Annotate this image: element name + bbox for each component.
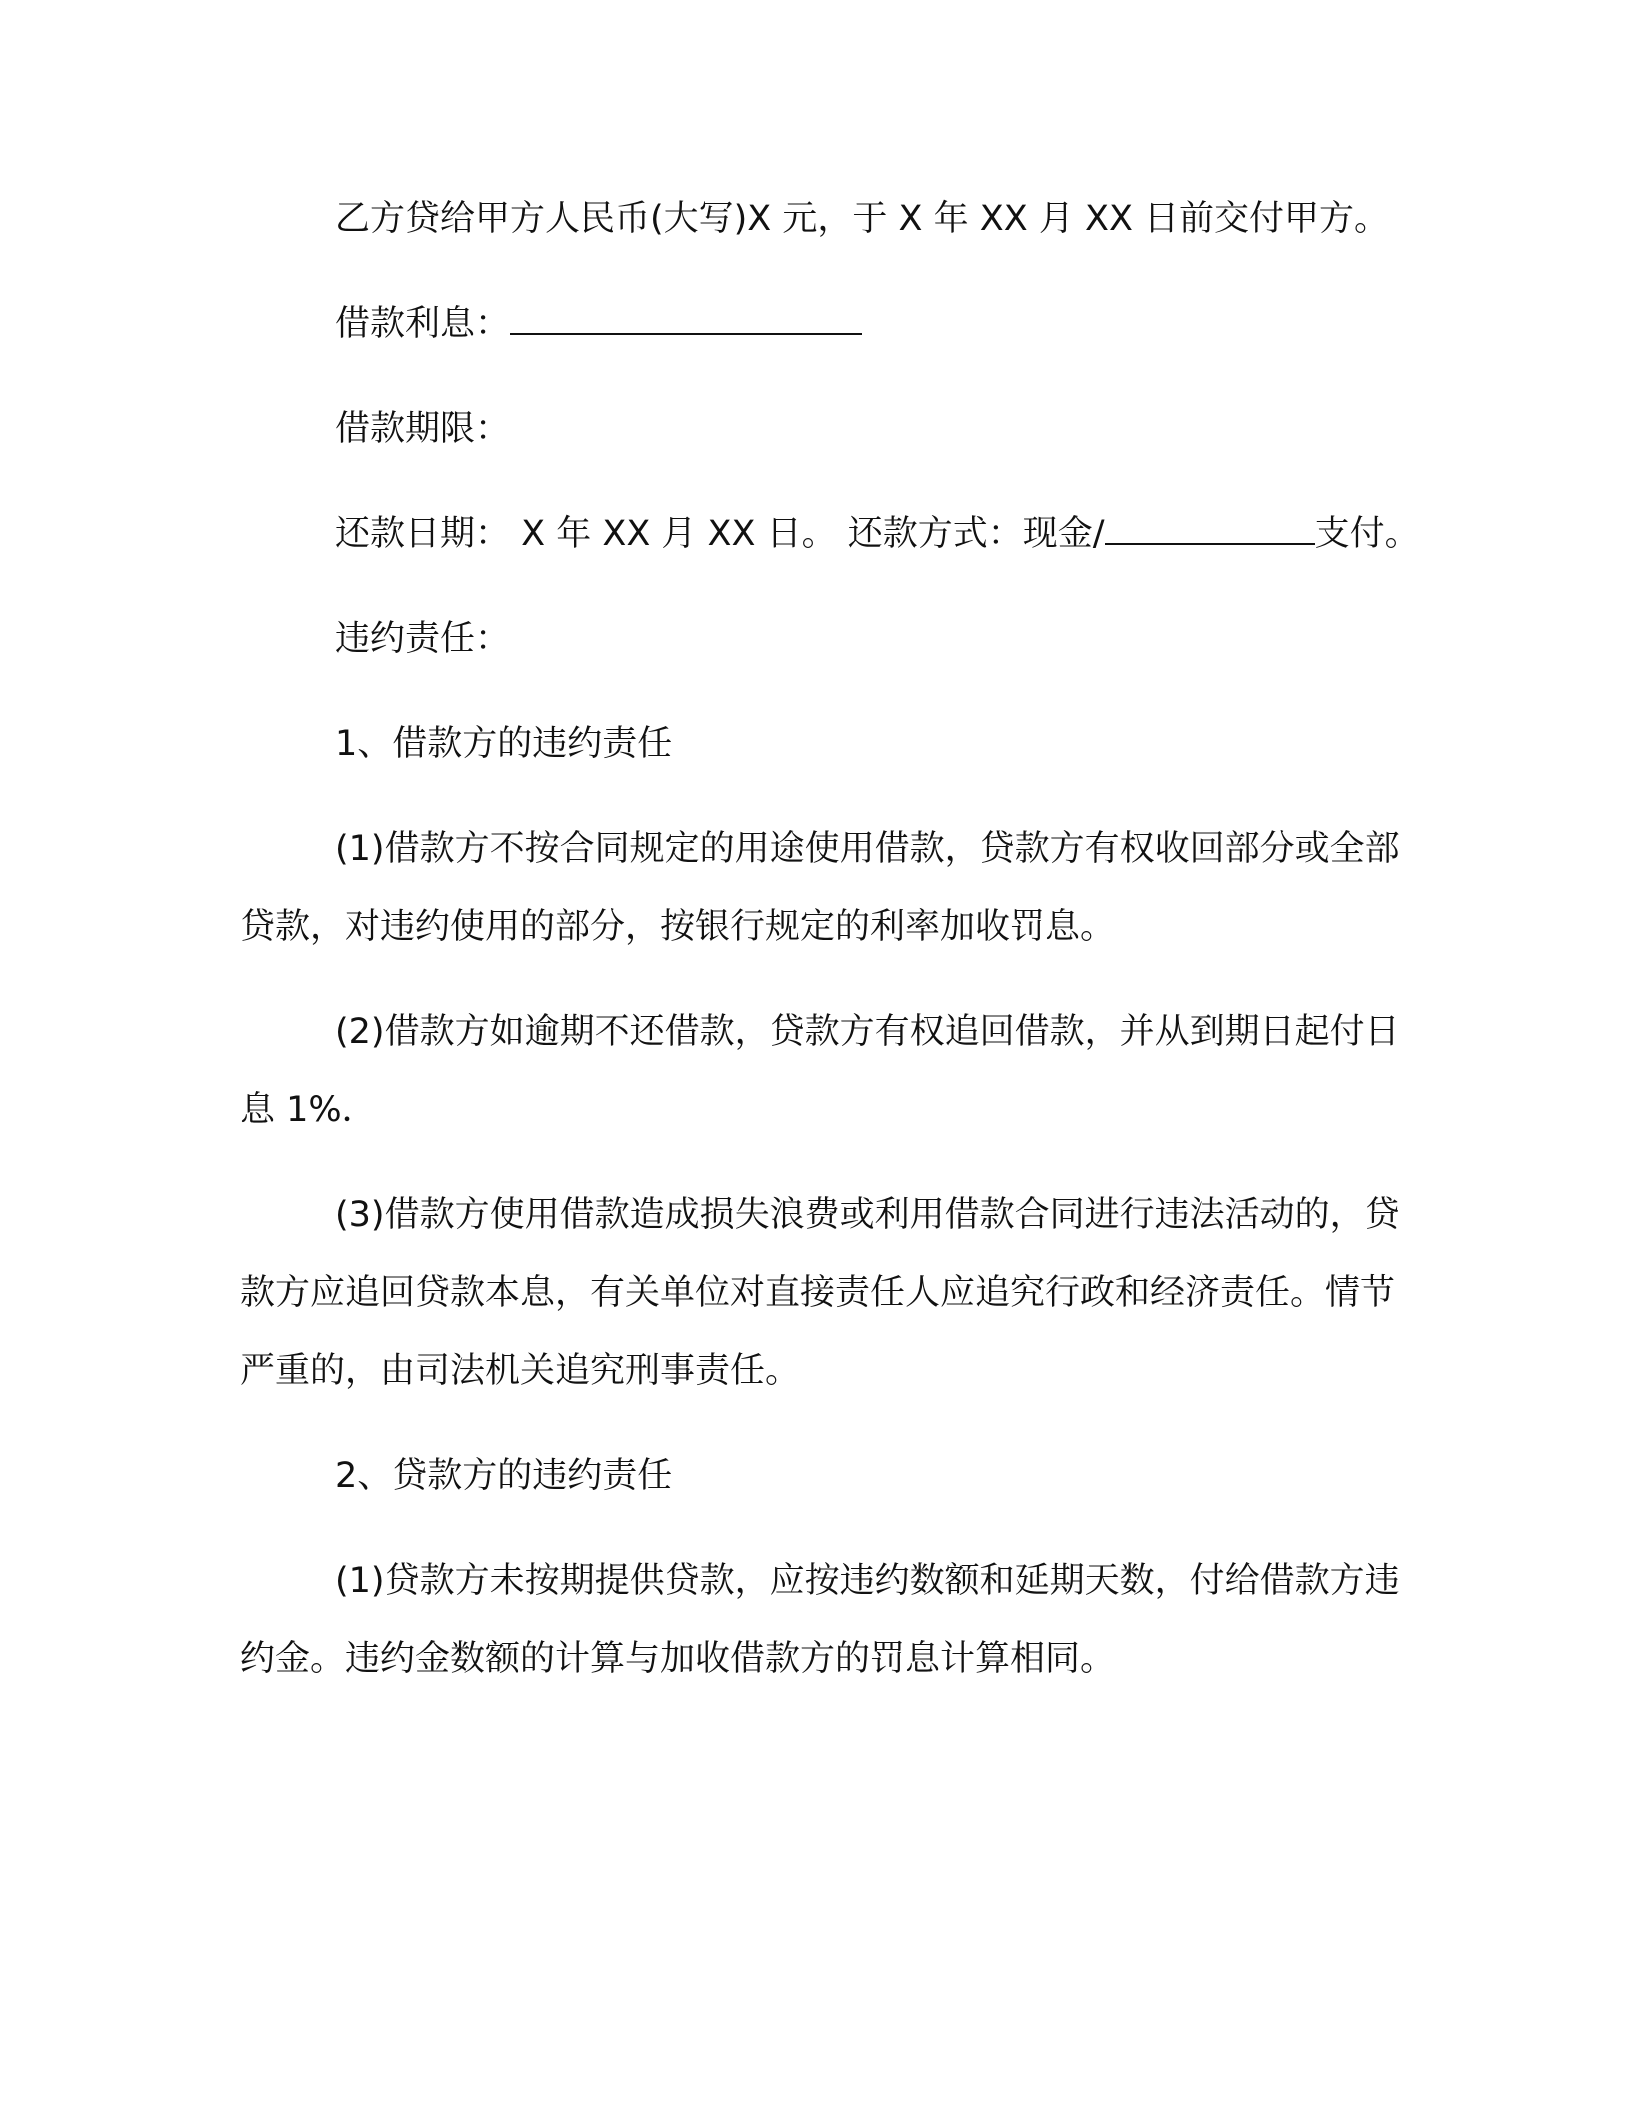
- interest-paragraph: [240, 285, 1420, 363]
- interest-blank-line: [510, 303, 862, 335]
- liability-heading: [240, 600, 1420, 678]
- liability-heading-text: 违约责任：: [335, 619, 511, 659]
- repayment-text: 还款日期： X 年 XX 月 XX 日。 还款方式：现金/: [335, 514, 1105, 554]
- lender-clause-1-text: (1)贷款方未按期提供贷款，应按违约数额和延期天数，付给借款方违约金。违约金数额的计算与加收借款方的罚息计算相同。: [240, 1561, 1400, 1679]
- lender-clause-1: [240, 1542, 1420, 1698]
- borrower-liability-heading: [240, 705, 1420, 783]
- payment-method-blank-line: [1105, 513, 1315, 545]
- loan-amount-text: 乙方贷给甲方人民币(大写)X 元，于 X 年 XX 月 XX 日前交付甲方。: [335, 199, 1390, 239]
- repayment-suffix: 支付。: [1314, 514, 1420, 554]
- term-paragraph: [240, 390, 1420, 468]
- term-label: 借款期限：: [335, 409, 511, 449]
- borrower-clause-3-text: (3)借款方使用借款造成损失浪费或利用借款合同进行违法活动的，贷款方应追回贷款本息，有关单位对直接责任人应追究行政和经济责任。情节严重的，由司法机关追究刑事责任。: [240, 1195, 1400, 1391]
- borrower-clause-3: [240, 1176, 1420, 1410]
- lender-liability-heading-text: 2、贷款方的违约责任: [335, 1456, 673, 1496]
- interest-label: 借款利息：: [335, 304, 511, 344]
- lender-liability-heading: [240, 1437, 1420, 1515]
- borrower-clause-2-text: (2)借款方如逾期不还借款，贷款方有权追回借款，并从到期日起付日息 1%．: [240, 1012, 1400, 1130]
- borrower-clause-1: [240, 810, 1420, 966]
- borrower-clause-1-text: (1)借款方不按合同规定的用途使用借款，贷款方有权收回部分或全部贷款，对违约使用的部分，按银行规定的利率加收罚息。: [240, 829, 1400, 947]
- document-page: [240, 180, 1420, 1725]
- borrower-liability-heading-text: 1、借款方的违约责任: [335, 724, 673, 764]
- loan-amount-paragraph: [240, 180, 1420, 258]
- borrower-clause-2: [240, 993, 1420, 1149]
- repayment-paragraph: [240, 495, 1420, 573]
